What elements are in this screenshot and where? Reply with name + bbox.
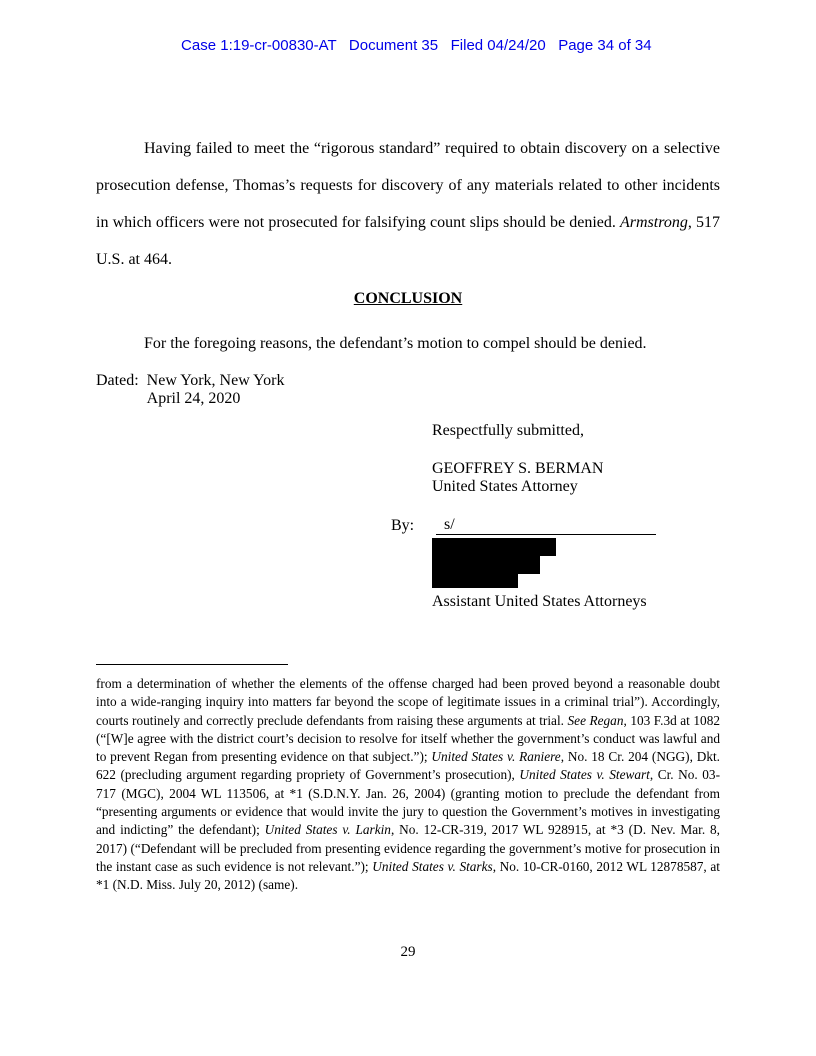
redaction-box-1 <box>432 538 556 556</box>
footnote-text <box>96 675 720 895</box>
footnote-segment: , 103 F.3d at 1082 (“[W]e agree with the district court’s decision to resolve for itself whether the government’s conduct was lawful and to prevent Regan from presenting evidence on that subject.”); <box>96 712 720 765</box>
body-paragraph-2: For the foregoing reasons, the defendant’s motion to compel should be denied. <box>144 335 647 352</box>
us-attorney-title: United States Attorney <box>432 478 578 495</box>
paragraph-1-segment: Having failed to meet the “rigorous standard” required to obtain discovery on a selective prosecution defense, Thomas’s requests for discovery of any materials related to other incidents in which officers were not prosecuted for falsifying count slips should be denied. <box>96 140 720 231</box>
dated-place: New York, New York <box>146 372 285 389</box>
dated-lines <box>147 372 285 408</box>
dated-date: April 24, 2020 <box>146 390 241 407</box>
us-attorney-name: GEOFFREY S. BERMAN <box>432 460 604 477</box>
footnote-segment: , No. 10-CR-0160, 2012 WL 12878587, at *1 (N.D. Miss. July 20, 2012) (same). <box>96 858 721 893</box>
case-citation-stewart: United States v. Stewart <box>519 767 650 783</box>
footnote-separator-rule <box>96 664 288 665</box>
conclusion-heading <box>96 286 720 312</box>
paragraph-1-segment: , 517 U.S. at 464. <box>96 214 720 268</box>
by-label: By: <box>391 517 415 534</box>
footnote-area <box>96 664 720 895</box>
assistant-attorneys-title: Assistant United States Attorneys <box>432 593 647 610</box>
ecf-stamp-header <box>0 0 816 71</box>
case-citation-regan: See Regan <box>567 712 624 728</box>
respectfully-submitted-line: Respectfully submitted, <box>432 422 584 439</box>
footnote-segment: from a determination of whether the elements of the offense charged had been proved beyond a reasonable doubt into a wide-ranging inquiry into matters far beyond the scope of legitimate issues in a criminal trial”). Accordingly, courts routinely and correctly preclude defendants from raising these arguments at trial. <box>96 676 720 728</box>
redaction-box-2 <box>432 556 540 574</box>
case-citation-raniere: United States v. Raniere <box>431 749 561 765</box>
case-citation-larkin: United States v. Larkin <box>264 822 391 838</box>
case-citation-armstrong: Armstrong <box>620 214 688 231</box>
signature-line <box>436 516 656 535</box>
page-number: 29 <box>400 944 416 960</box>
footnote-segment: , Cr. No. 03-717 (MGC), 2004 WL 113506, at *1 (S.D.N.Y. Jan. 26, 2004) (granting motion to preclude the defendant from “presenting arguments or evidence that would invite the jury to question the Government’s motives in investigating and indicting” the defendant); <box>96 767 721 838</box>
dated-block <box>96 372 720 408</box>
redaction-box-3 <box>432 574 518 588</box>
footnote-segment: , No. 12-CR-319, 2017 WL 928915, at *3 (D. Nev. Mar. 8, 2017) (“Defendant will be precluded from presenting evidence regarding the government’s motive for prosecution in the instant case as such evidence is not relevant.”); <box>96 822 720 874</box>
dated-label: Dated: <box>96 372 139 389</box>
body-paragraph-1 <box>96 130 720 278</box>
footnote-segment: , No. 18 Cr. 204 (NGG), Dkt. 622 (precluding argument regarding propriety of Government’s prosecution), <box>96 749 721 783</box>
electronic-signature-s-slash: s/ <box>444 516 455 533</box>
redaction-block <box>432 538 720 588</box>
conclusion-heading-text: CONCLUSION <box>353 290 463 307</box>
ecf-stamp-text: Case 1:19-cr-00830-AT Document 35 Filed 04/24/20 Page 34 of 34 <box>181 37 652 54</box>
case-citation-starks: United States v. Starks <box>372 858 493 874</box>
signature-by-line <box>391 516 720 535</box>
document-body <box>96 130 720 611</box>
